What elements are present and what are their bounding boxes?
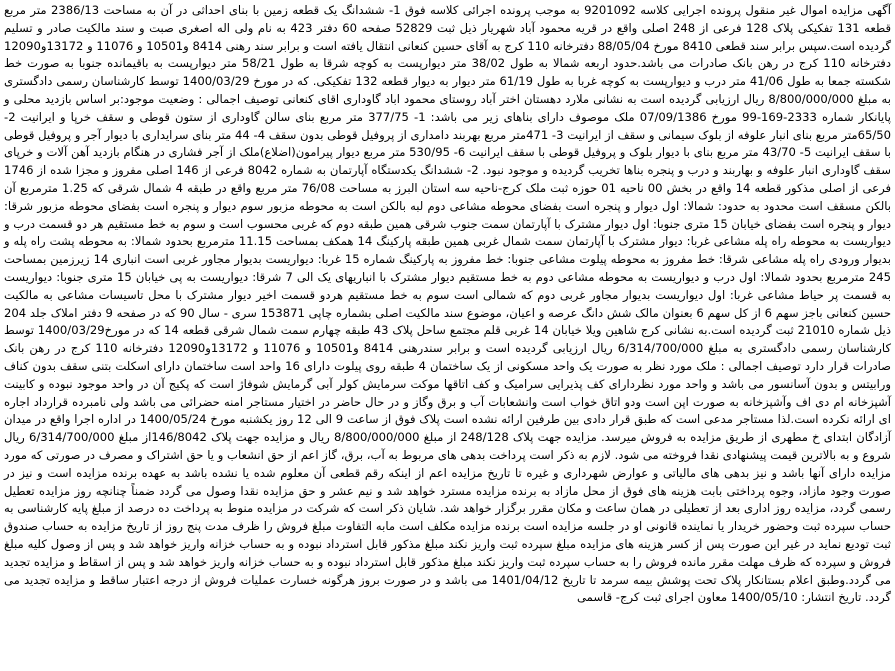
auction-notice-text: آگهی مزایده اموال غیر منقول پرونده اجرایی کلاسه 9201092 به موجب پرونده اجرائی کلاسه فوق 1- ششدانگ یک قطعه زمین با بنای احداثی در آن به مساحت 2386/13 متر مربع قطعه 131 تفکیکی پلاک 128 فرعی از 248 اصلی واقع در قریه محمود آباد شهریار ذیل ثبت 52829 صفحه 60 دفتر 423 به نام ولی اله اصغری صبت و سند مالکیت صادر و تسلیم گردیده است.سپس برابر سند قطعی 8410 مورخ 88/05/04 دفترخانه 110 کرج به آقای حسین کنعانی انتقال یافته است و برابر سند رهنی 8414 و10501 و 11076 و 13172و12090 دفترخانه 110 کرج در رهن بانک صادرات می باشد.حدود اربعه شمالا به طول 38/02 متر دیوارپست به کوچه شرقا به طول 58/21 متر دیوارپست به باقیمانده جنوبا به صورت خط شکسته جمعا به طول 41/06 متر درب و دیوارپست به کوچه غربا به طول 61/19 متر دیوار به دیوار قطعه 132 تفکیکی. که در مورخ 1400/03/29 توسط کارشناسان رسمی دادگستری به مبلغ 8/800/000/000 ریال ارزیابی گردیده است به نشانی ملارد دهستان اختر آباد روستای محمود اباد گاوداری اقای کنعانی توصیف اجمالی : وضعیت موجود:بر اساس بازدید محلی و پایانکار شماره 2333-169-99 مورخ 07/09/1386 ملک موصوف دارای بناهای زیر می باشد: 1- 377/75 متر مربع بنای سالن گاوداری از ستون قوطی و سقف خرپا و ایرانیت 2- 65/50متر مربع بنای انبار علوفه از بلوک سیمانی و سقف از ایرانیت 3- 471متر مربع بهربند دامداری از پروفیل قوطی بدون سقف 4- 44 متر بنای سرایداری با دیوار آجر و پروفیل قوطی با سقف ایرانیت 5- 43/70 متر مربع بنای با دیوار بلوک و پروفیل قوطی با سقف ایرانیت 6- 530/95 متر مربع دیوار پیرامون(اضلاع)ملک از آجر فشاری در هنگام بازدید آهن آلات و خرپای سقف گاوداری انبار علوفه و بهاربند و درب و پنجره بناها تخریب گردیده و موجود نبود. 2- ششدانگ یکدستگاه آپارتمان به شماره 8042 فرعی از 146 اصلی مفروز و مجزا شده از 1746 فرعی از اصلی مذکور قطعه 14 واقع در بخش 00 ناحیه 01 حوزه ثبت ملک کرج-ناحیه سه استان البرز به مساحت 76/08 متر مربع واقع در طبقه 4 شمال شرقی که 1.25 مترمربع آن بالکن مسقف است محدود به حدود: شمالا: اول دیوار و پنجره است بفضای محوطه مشاعی دوم لبه بالکن است به محوطه مزبور سوم دیوار و پنجره است بفضای محوطه مزبور شرقا: دیوار و پنجره است بفضای خیابان 15 متری جنوبا: اول دیوار مشترک با آپارتمان سمت جنوب شرقی همین طبقه دوم که غربی محسوب است و سوم به خط مستقیم هر دو قسمت درب و دیواریست به محوطه راه پله مشاعی غربا: دیوار مشترک با آپارتمان سمت شمال غربی همین طبقه پارکینگ 14 همکف بمساحت 11.15 مترمربع بحدود شمالا: به محوطه پشت راه پله و بدیوار ورودی راه پله مشاعی شرقا: خط مفروز به محوطه پیلوت مشاعی جنوبا: خط مفروز به پارکینگ شماره 15 غربا: دیواریست بدیوار مجاور غربی است انباری 14 زیرزمین بمساحت 245 مترمربع بحدود شمالا: اول درب و دیواریست به محوطه مشاعی دوم به خط مستقیم دیوار مشترک با انباریهای یک الی 7 شرقا: دیواریست به پی خیابان 15 متری جنوبا: دیواریست به قسمت پر حیاط مشاعی غربا: اول دیواریست بدیوار مجاور غربی دوم که شمالی است سوم به خط مستقیم هردو قسمت اخیر دیوار مشترک با محل تاسیسات مشاعی به مالکیت حسین کنعانی باجز سهم 6 از کل سهم 6 بعنوان مالک شش دانگ عرصه و اعیان، موضوع سند مالکیت اصلی بشماره چاپی 153871 سری - سال 90 که در صفحه 9 دفتر املاک جلد 204 ذیل شماره 21010 ثبت گردیده است.به نشانی کرج شاهین ویلا خیابان 14 غربی قلم مجتمع ساحل پلاک 43 طبقه چهارم سمت شمال شرقی قطعه 14 که در مورخ1400/03/29 توسط کارشناسان رسمی دادگستری به مبلغ 6/314/700/000 ریال ارزیابی گردیده است و برابر سندرهنی 8414 و10501 و 11076 و 13172و12090 دفترخانه 110 کرج در رهن بانک صادرات قرار دارد توصیف اجمالی : ملک مورد نظر به صورت یک واحد مسکونی از یک ساختمان 4 طبقه روی پیلوت دارای 16 واحد است ساختمان دارای اسکلت بتنی سقف بدون کناف ورابیتس و بدون آسانسور می باشد و واحد مورد نظردارای کف پذیرایی سرامیک و کف اتاقها موکت سرمایش کولر آبی گرمایش شوفاژ است که پکیج آن در واحد موجود نبوده و کابینت آشپزخانه ام دی اف وآشپزخانه به صورت اپن است ودو اتاق خواب است وانشعابات آب و برق وگاز و در حال حاضر در اختیار مستاجر امنه حضرائی می باشد ولی نامبرده قرارداد اجاره ای ارائه نکرده است.لذا مستاجر مدعی است که طبق قرار دادی بین طرفین ارائه نشده است پلاک فوق از ساعت 9 الی 12 روز یکشنبه مورخ 1400/05/24 در اداره اجرا واقع در میدان آزادگان ابتدای خ مطهری از طریق مزایده به فروش میرسد. مزایده جهت پلاک 248/128 از مبلغ 8/800/000/000 ریال و مزایده جهت پلاک 146/8042از مبلغ 6/314/700/000 ریال شروع و به بالاترین قیمت پیشنهادی نقدا فروخته می شود. لازم به ذکر است پرداخت بدهی های مربوط به آب، برق، گاز اعم از حق انشعاب و یا حق اشتراک و مصرف در صورتی که مورد مزایده دارای آنها باشد و نیز بدهی های مالیاتی و عوارض شهرداری و غیره تا تاریخ مزایده اعم از اینکه رقم قطعی آن معلوم شده یا نشده باشد به عهده برنده مزایده است و نیز در صورت وجود مازاد، وجوه پرداختی بابت هزینه های فوق از محل مازاد به برنده مزایده مسترد خواهد شد و نیم عشر و حق مزایده نقدا وصول می گردد ضمناً چنانچه روز مزایده تعطیل رسمی گردد، مزایده روز اداری بعد از تعطیلی در همان ساعت و مکان مقرر برگزار خواهد شد. شایان ذکر است که شرکت در مزایده منوط به پرداخت ده درصد از مبلغ پایه کارشناسی به حساب سپرده ثبت وحضور خریدار یا نماینده قانونی او در جلسه مزایده است برنده مزایده مکلف است مابه التفاوت مبلغ فروش را ظرف مدت پنج روز از تاریخ مزایده به حساب صندوق ثبت تودیع نماید در غیر این صورت پس از کسر هزینه های مزایده مبلغ سپرده ثبت واریز نکند مبلغ مذکور قابل استرداد نبوده و به حساب خزانه واریز خواهد شد و پس از وصول کلیه مبلغ فروش و سپرده که ظرف مهلت مقرر مانده فروش را به حساب سپرده ثبت واریز نکند مبلغ مذکور قابل استرداد نبوده و به حساب خزانه واریز خواهد شد و پس از اسقاط و مزایده تجدید می گردد.وطبق اعلام بستانکار پلاک تحت پوشش بیمه سرمد تا تاریخ 1401/04/12 می باشد و در صورت بروز هرگونه خسارت عملیات فروش از درجه اعتبار ساقط و مزایده تجدید می گردد. تاریخ انتشار: 1400/05/10 معاون اجرای ثبت کرج- قاسمی <box>4 3 892 605</box>
